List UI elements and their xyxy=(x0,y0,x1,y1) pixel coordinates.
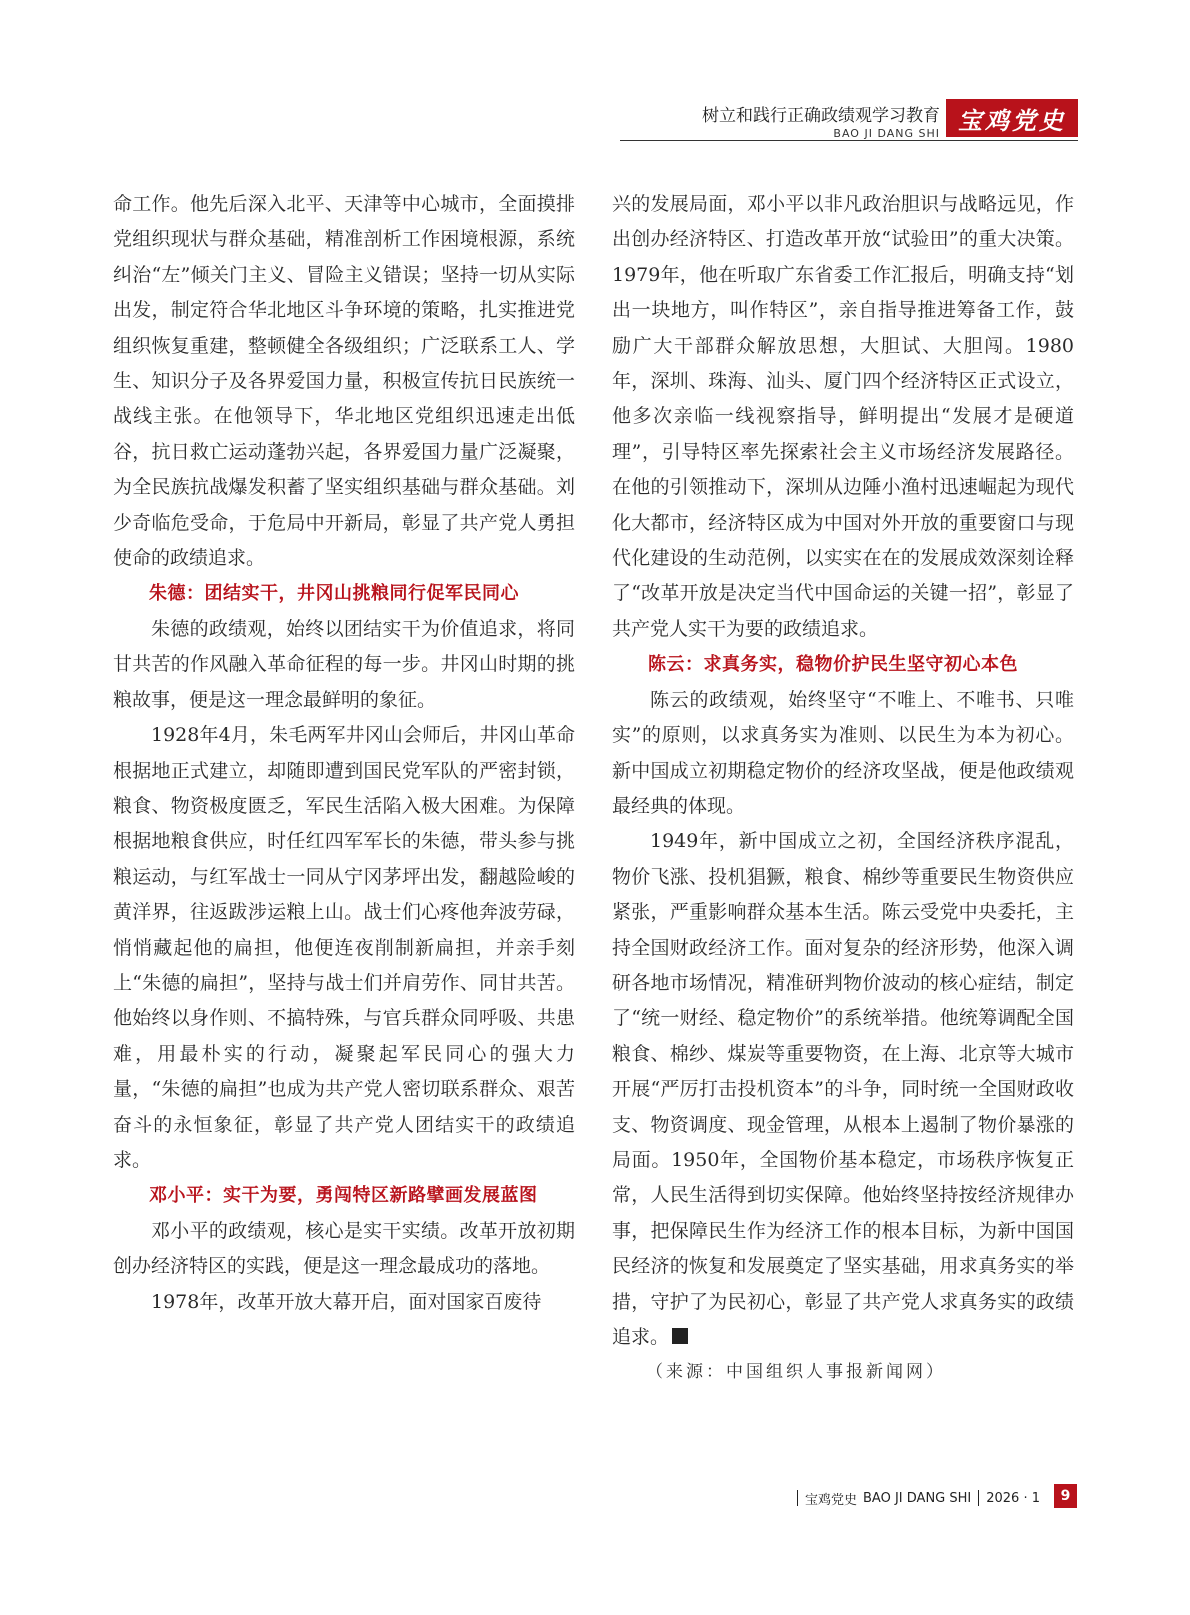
page-number: 9 xyxy=(1054,1484,1077,1508)
footer-issue: 2026 · 1 xyxy=(986,1490,1040,1506)
paragraph: 1928年4月，朱毛两军井冈山会师后，井冈山革命根据地正式建立，却随即遭到国民党军队的严密封锁，粮食、物资极度匮乏，军民生活陷入极大困难。为保障根据地粮食供应，时任红四军军长的朱德，带头参与挑粮运动，与红军战士一同从宁冈茅坪出发，翻越险峻的黄洋界，往返跋涉运粮上山。战士们心疼他奔波劳碌，悄悄藏起他的扁担，他便连夜削制新扁担，并亲手刻上“朱德的扁担”，坚持与战士们并肩劳作、同甘共苦。他始终以身作则、不搞特殊，与官兵群众同呼吸、共患难，用最朴实的行动，凝聚起军民同心的强大力量，“朱德的扁担”也成为共产党人密切联系群众、艰苦奋斗的永恒象征，彰显了共产党人团结实干的政绩追求。 xyxy=(113,724,575,1171)
footer-divider xyxy=(978,1490,979,1506)
header-text xyxy=(702,101,940,140)
paragraph xyxy=(612,824,1074,1355)
right-column xyxy=(612,187,1074,1391)
source-line: （来源：中国组织人事报新闻网） xyxy=(646,1362,946,1383)
header-rule xyxy=(620,140,1078,141)
paragraph: 兴的发展局面，邓小平以非凡政治胆识与战略远见，作出创办经济特区、打造改革开放“试验田”的重大决策。1979年，他在听取广东省委工作汇报后，明确支持“划出一块地方，叫作特区”，亲自指导推进筹备工作，鼓励广大干部群众解放思想，大胆试、大胆闯。1980年，深圳、珠海、汕头、厦门四个经济特区正式设立，他多次亲临一线视察指导，鲜明提出“发展才是硬道理”，引导特区率先探索社会主义市场经济发展路径。在他的引领推动下，深圳从边陲小渔村迅速崛起为现代化大都市，经济特区成为中国对外开放的重要窗口与现代化建设的生动范例，以实实在在的发展成效深刻诠释了“改革开放是决定当代中国命运的关键一招”，彰显了共产党人实干为要的政绩追求。 xyxy=(612,193,1074,640)
section-heading-chenyun: 陈云：求真务实，稳物价护民生坚守初心本色 xyxy=(648,654,1018,676)
paragraph-text: 1949年，新中国成立之初，全国经济秩序混乱，物价飞涨、投机猖獗，粮食、棉纱等重要民生物资供应紧张，严重影响群众基本生活。陈云受党中央委托，主持全国财政经济工作。面对复杂的经济形势，他深入调研各地市场情况，精准研判物价波动的核心症结，制定了“统一财经、稳定物价”的系统举措。他统筹调配全国粮食、棉纱、煤炭等重要物资，在上海、北京等大城市开展“严厉打击投机资本”的斗争，同时统一全国财政收支、物资调度、现金管理，从根本上遏制了物价暴涨的局面。1950年，全国物价基本稳定，市场秩序恢复正常，人民生活得到切实保障。他始终坚持按经济规律办事，把保障民生作为经济工作的根本目标，为新中国国民经济的恢复和发展奠定了坚实基础，用求真务实的举措，守护了为民初心，彰显了共产党人求真务实的政绩追求。 xyxy=(612,830,1074,1348)
paragraph: 1978年，改革开放大幕开启，面对国家百废待 xyxy=(151,1290,542,1313)
paragraph: 朱德的政绩观，始终以团结实干为价值追求，将同甘共苦的作风融入革命征程的每一步。井冈山时期的挑粮故事，便是这一理念最鲜明的象征。 xyxy=(113,617,575,711)
section-heading-deng: 邓小平：实干为要，勇闯特区新路擘画发展蓝图 xyxy=(149,1185,538,1207)
page-header xyxy=(620,95,1078,145)
left-column xyxy=(113,187,575,1320)
page-footer xyxy=(790,1486,1040,1510)
paragraph: 邓小平的政绩观，核心是实干实绩。改革开放初期创办经济特区的实践，便是这一理念最成功的落地。 xyxy=(113,1219,575,1278)
section-heading-zhude: 朱德：团结实干，井冈山挑粮同行促军民同心 xyxy=(149,583,519,605)
section-title: 树立和践行正确政绩观学习教育 xyxy=(702,106,940,126)
paragraph: 命工作。他先后深入北平、天津等中心城市，全面摸排党组织现状与群众基础，精准剖析工作困境根源，系统纠治“左”倾关门主义、冒险主义错误；坚持一切从实际出发，制定符合华北地区斗争环境的策略，扎实推进党组织恢复重建，整顿健全各级组织；广泛联系工人、学生、知识分子及各界爱国力量，积极宣传抗日民族统一战线主张。在他领导下，华北地区党组织迅速走出低谷，抗日救亡运动蓬勃兴起，各界爱国力量广泛凝聚，为全民族抗战爆发积蓄了坚实组织基础与群众基础。刘少奇临危受命，于危局中开新局，彰显了共产党人勇担使命的政绩追求。 xyxy=(113,193,575,570)
footer-journal: 宝鸡党史 xyxy=(805,1492,858,1508)
journal-logo: 宝鸡党史 xyxy=(946,99,1078,137)
section-subtitle: BAO JI DANG SHI xyxy=(833,127,940,140)
end-mark-icon xyxy=(672,1328,688,1344)
footer-divider xyxy=(797,1490,798,1506)
paragraph: 陈云的政绩观，始终坚守“不唯上、不唯书、只唯实”的原则，以求真务实为准则、以民生为本为初心。新中国成立初期稳定物价的经济攻坚战，便是他政绩观最经典的体现。 xyxy=(612,688,1074,817)
footer-journal-en: BAO JI DANG SHI xyxy=(863,1490,972,1506)
